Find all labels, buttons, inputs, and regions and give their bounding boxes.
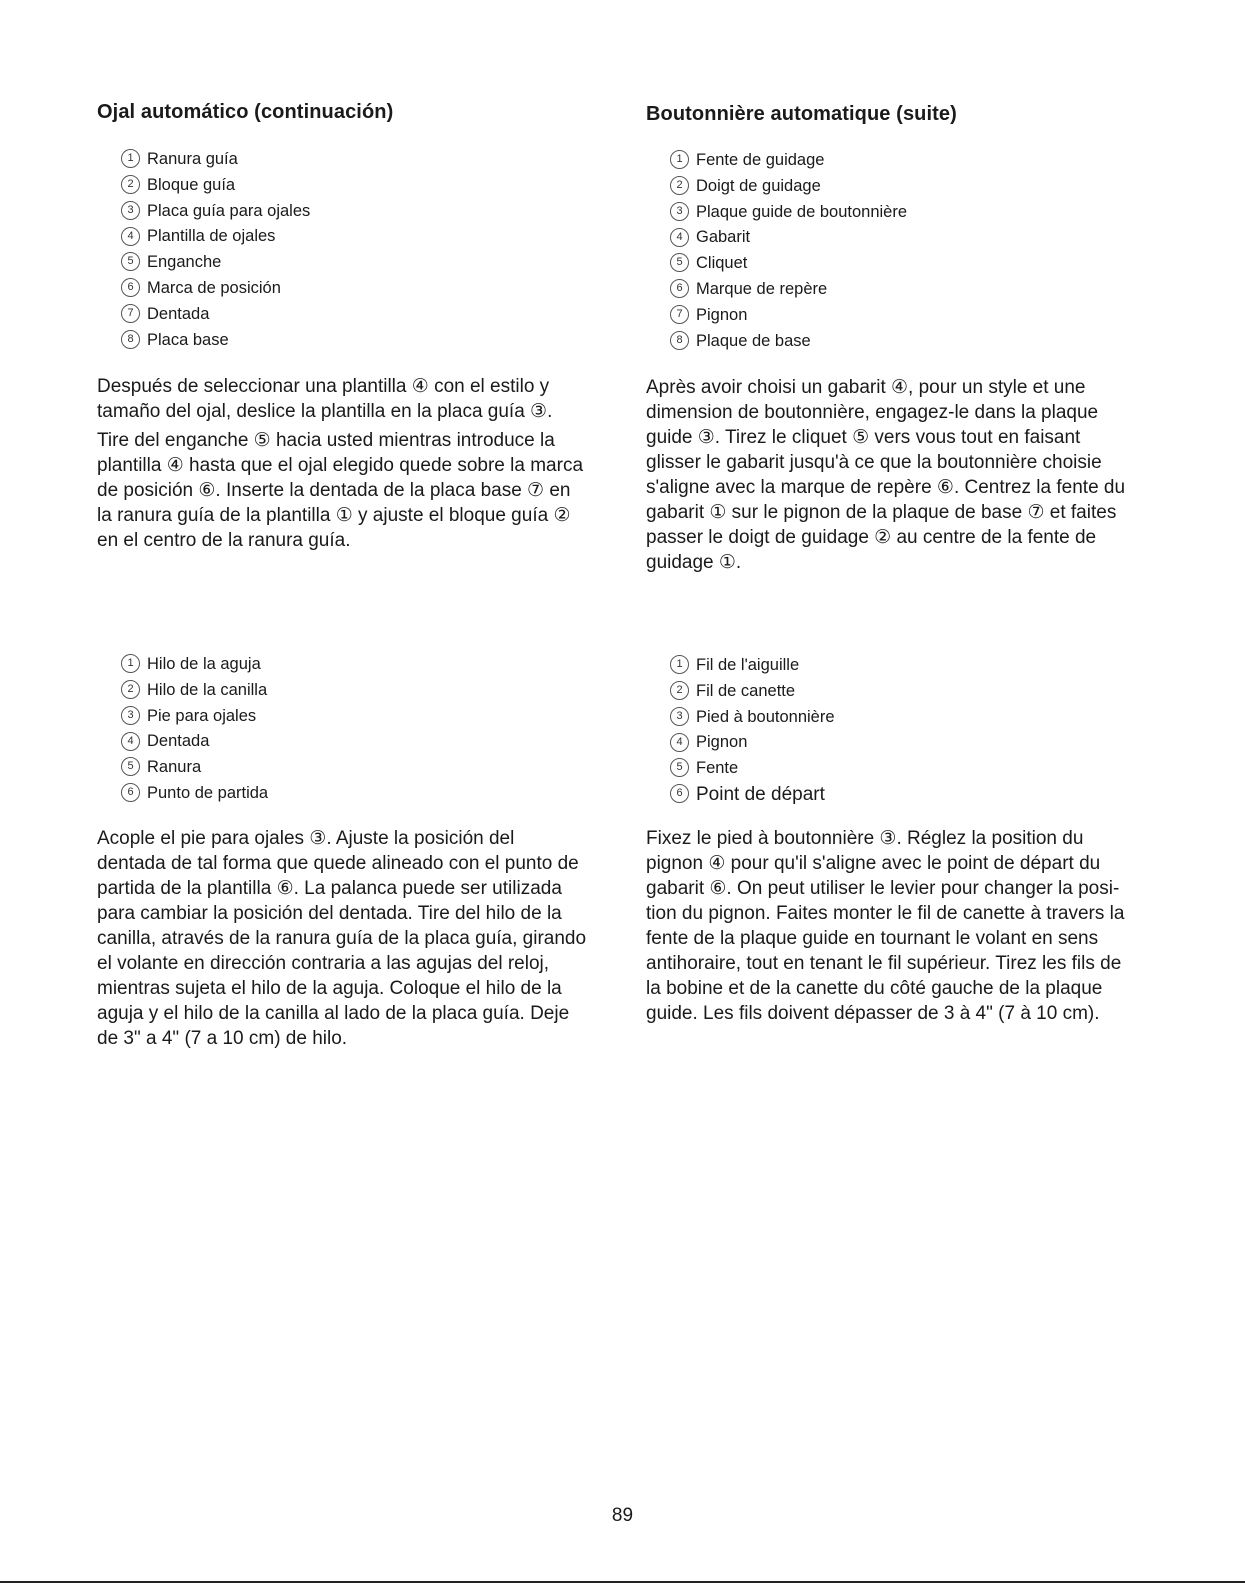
circled-number: 3 [670,202,689,221]
circled-number: 7 [121,304,140,323]
text-line: dentada de tal forma que quede alineado con el punto de [97,853,579,874]
circled-number: 6 [121,278,140,297]
text-line: en el centro de la ranura guía. [97,530,351,551]
spanish-parts-legend-template [121,147,310,353]
legend-item [670,225,907,251]
legend-item [121,704,268,730]
text-line: la ranura guía de la plantilla ① y ajuste el bloque guía ② [97,505,571,526]
legend-item [670,277,907,303]
circled-number: 2 [121,175,140,194]
text-line: canilla, através de la ranura guía de la placa guía, girando [97,928,587,949]
circled-number: 4 [670,228,689,247]
legend-label: Fil de canette [696,681,796,700]
text-line: mientras sujeta el hilo de la aguja. Coloque el hilo de la [97,978,562,999]
legend-label: Punto de partida [147,783,269,802]
legend-label: Pignon [696,733,748,752]
circled-number: 8 [121,330,140,349]
legend-item [121,729,268,755]
legend-item [121,328,310,354]
legend-item [670,303,907,329]
legend-label: Bloque guía [147,175,236,194]
text-line: s'aligne avec la marque de repère ⑥. Centrez la fente du [646,477,1126,498]
legend-item [670,705,835,731]
circled-number: 1 [121,149,140,168]
text-line: plantilla ④ hasta que el ojal elegido quede sobre la marca [97,455,584,476]
circled-number: 1 [670,655,689,674]
spanish-paragraph-threads [97,826,586,1051]
circled-number: 4 [121,227,140,246]
circled-number: 8 [670,331,689,350]
circled-number: 6 [121,783,140,802]
text-line: guidage ①. [646,552,742,573]
circled-number: 2 [670,681,689,700]
text-line: la bobine et de la canette du côté gauche de la plaque [646,978,1103,999]
legend-item [670,148,907,174]
french-paragraph-threads [646,826,1124,1026]
circled-number: 4 [121,732,140,751]
text-line: tion du pignon. Faites monter le fil de canette à travers la [646,903,1125,924]
text-line: Fixez le pied à boutonnière ③. Réglez la position du [646,828,1084,849]
legend-label: Pignon [696,305,748,324]
legend-item [121,755,268,781]
legend-label: Dentada [147,304,210,323]
text-line: tamaño del ojal, deslice la plantilla en la placa guía ③. [97,401,553,422]
text-line: el volante en dirección contraria a las agujas del reloj, [97,953,550,974]
legend-item [670,782,835,808]
text-line: gabarit ⑥. On peut utiliser le levier pour changer la posi- [646,878,1120,899]
legend-label: Dentada [147,732,210,751]
legend-label: Plaque de base [696,331,811,350]
legend-label: Enganche [147,253,222,272]
circled-number: 1 [670,150,689,169]
circled-number: 3 [670,707,689,726]
legend-item [670,174,907,200]
circled-number: 2 [121,680,140,699]
text-line: guide. Les fils doivent dépasser de 3 à 4" (7 à 10 cm). [646,1003,1100,1024]
french-paragraph-template [646,375,1125,575]
text-line: partida de la plantilla ⑥. La palanca puede ser utilizada [97,878,562,899]
text-line: antihoraire, tout en tenant le fil supérieur. Tirez les fils de [646,953,1122,974]
circled-number: 2 [670,176,689,195]
legend-label: Placa guía para ojales [147,201,311,220]
text-line: aguja y el hilo de la canilla al lado de la placa guía. Deje [97,1003,570,1024]
text-line: Tire del enganche ⑤ hacia usted mientras introduce la [97,430,555,451]
legend-label: Point de départ [696,783,825,805]
legend-item [121,302,310,328]
page-number: 89 [611,1505,634,1526]
legend-label: Hilo de la aguja [147,655,261,673]
legend-item [670,679,835,705]
legend-item [121,781,268,807]
legend-label: Marca de posición [147,278,281,297]
legend-item [121,250,310,276]
spanish-paragraph-template [97,374,552,424]
circled-number: 3 [121,201,140,220]
legend-item [121,199,310,225]
text-line: pignon ④ pour qu'il s'aligne avec le point de départ du [646,853,1101,874]
legend-label: Fente [696,759,739,778]
legend-item [121,276,310,302]
bottom-rule [0,1581,1245,1583]
legend-label: Placa base [147,330,229,349]
legend-label: Ranura [147,758,202,777]
circled-number: 3 [121,706,140,725]
text-line: passer le doigt de guidage ② au centre de la fente de [646,527,1097,548]
legend-label: Pie para ojales [147,706,257,725]
legend-item [121,678,268,704]
circled-number: 1 [121,654,140,673]
legend-item [670,329,907,355]
legend-label: Fente de guidage [696,151,825,169]
legend-item [121,652,268,678]
circled-number: 7 [670,305,689,324]
text-line: dimension de boutonnière, engagez-le dans la plaque [646,402,1099,423]
text-line: fente de la plaque guide en tournant le volant en sens [646,928,1099,949]
spanish-paragraph-insert [97,428,583,553]
legend-item [121,224,310,250]
legend-label: Marque de repère [696,279,828,298]
legend-item [670,251,907,277]
text-line: para cambiar la posición del dentada. Tire del hilo de la [97,903,562,924]
french-thread-legend [670,653,835,808]
circled-number: 5 [121,252,140,271]
legend-label: Plantilla de ojales [147,227,276,246]
circled-number: 6 [670,279,689,298]
legend-label: Cliquet [696,254,748,273]
french-heading: Boutonnière automatique (suite) [646,103,957,125]
legend-label: Pied à boutonnière [696,707,835,726]
legend-label: Ranura guía [147,150,238,168]
legend-label: Gabarit [696,228,751,247]
circled-number: 5 [670,253,689,272]
text-line: Después de seleccionar una plantilla ④ con el estilo y [97,376,550,397]
legend-label: Plaque guide de boutonnière [696,202,908,221]
legend-item [670,653,835,679]
text-line: Après avoir choisi un gabarit ④, pour un style et une [646,377,1086,398]
legend-item [121,147,310,173]
french-parts-legend-template [670,148,907,354]
text-line: guide ③. Tirez le cliquet ⑤ vers vous tout en faisant [646,427,1081,448]
text-line: Acople el pie para ojales ③. Ajuste la posición del [97,828,515,849]
legend-label: Doigt de guidage [696,176,821,195]
text-line: glisser le gabarit jusqu'à ce que la boutonnière choisie [646,452,1102,473]
legend-item [670,730,835,756]
legend-label: Fil de l'aiguille [696,656,800,674]
text-line: gabarit ① sur le pignon de la plaque de base ⑦ et faites [646,502,1117,523]
legend-label: Hilo de la canilla [147,680,268,699]
legend-item [670,756,835,782]
spanish-thread-legend [121,652,268,807]
circled-number: 6 [670,784,689,803]
legend-item [670,200,907,226]
legend-item [121,173,310,199]
circled-number: 5 [121,757,140,776]
text-line: de 3" a 4" (7 a 10 cm) de hilo. [97,1028,348,1049]
spanish-heading: Ojal automático (continuación) [97,101,394,123]
text-line: de posición ⑥. Inserte la dentada de la placa base ⑦ en [97,480,571,501]
circled-number: 4 [670,733,689,752]
circled-number: 5 [670,758,689,777]
